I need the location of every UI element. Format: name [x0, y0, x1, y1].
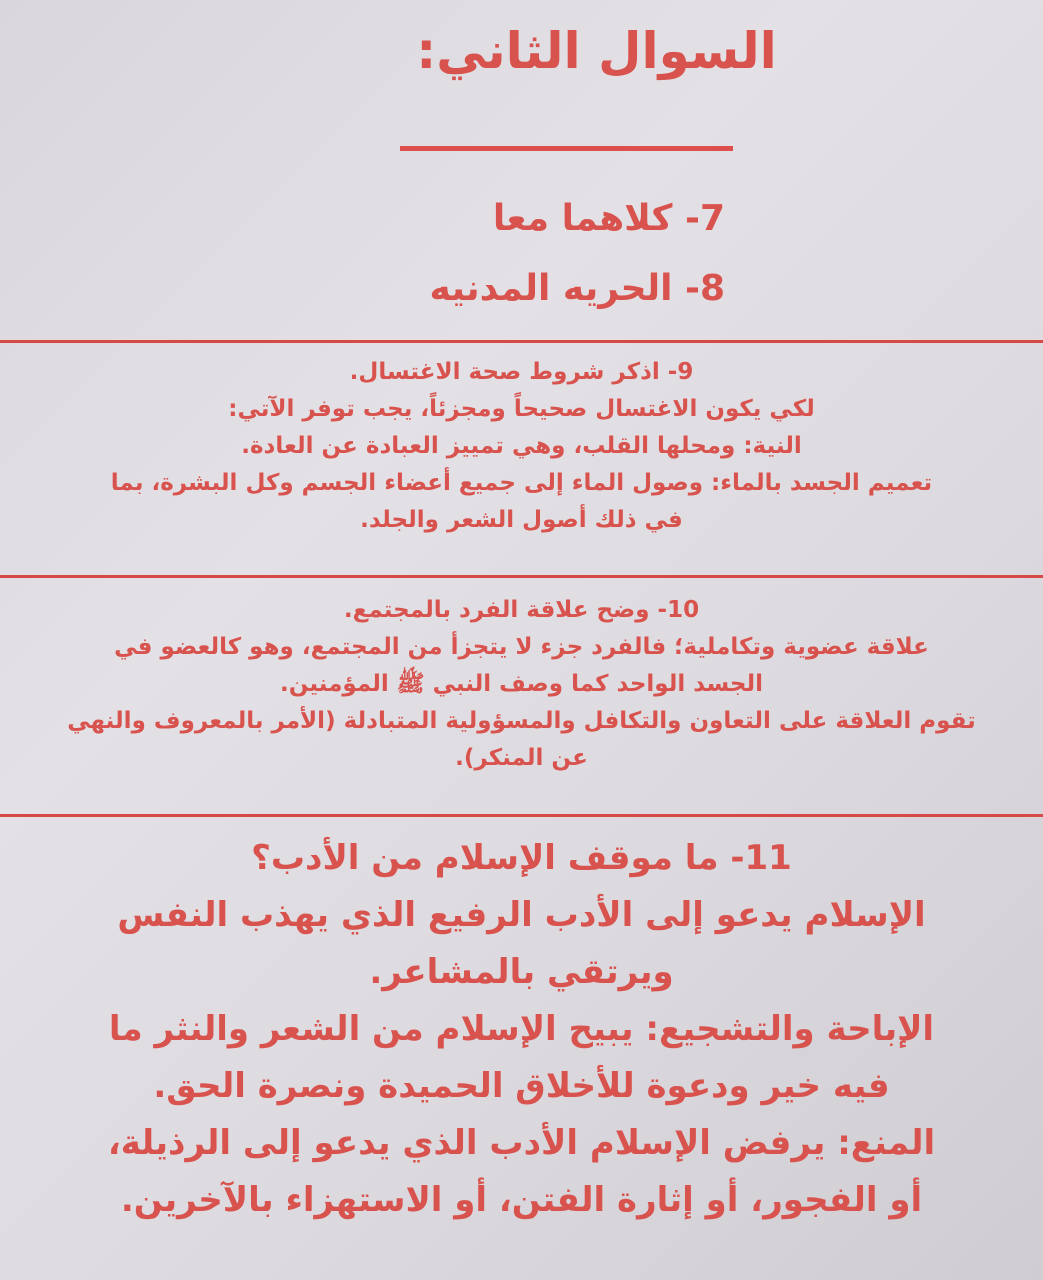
answer-line: ويرتقي بالمشاعر. [369, 952, 674, 992]
question-10-heading: 10- وضح علاقة الفرد بالمجتمع. [343, 597, 700, 623]
answer-line: النية: ومحلها القلب، وهي تمييز العبادة عن العادة. [241, 433, 802, 459]
answer-line: الجسد الواحد كما وصف النبي ﷺ المؤمنين. [279, 671, 764, 697]
answer-line: تقوم العلاقة على التعاون والتكافل والمسؤولية المتبادلة (الأمر بالمعروف والنهي [67, 708, 976, 734]
divider [0, 814, 1043, 817]
title-underline [400, 146, 733, 151]
answer-8: 8- الحريه المدنيه [429, 268, 725, 309]
page-title: السوال الثاني: [416, 22, 777, 80]
answer-line: في ذلك أصول الشعر والجلد. [360, 507, 683, 533]
question-11-block [20, 830, 1023, 1229]
answer-line: الإسلام يدعو إلى الأدب الرفيع الذي يهذب النفس [117, 895, 926, 935]
answer-line: الإباحة والتشجيع: يبيح الإسلام من الشعر والنثر ما [108, 1009, 935, 1049]
question-11-heading: 11- ما موقف الإسلام من الأدب؟ [251, 838, 792, 878]
answer-line: المنع: يرفض الإسلام الأدب الذي يدعو إلى الرذيلة، [107, 1123, 936, 1163]
answer-line: أو الفجور، أو إثارة الفتن، أو الاستهزاء بالآخرين. [120, 1180, 923, 1220]
answer-7: 7- كلاهما معا [492, 198, 725, 239]
question-9-heading: 9- اذكر شروط صحة الاغتسال. [349, 359, 694, 385]
answer-line: عن المنكر). [455, 745, 588, 771]
answer-line: لكي يكون الاغتسال صحيحاً ومجزئاً، يجب توفر الآتي: [228, 396, 815, 422]
answer-line: علاقة عضوية وتكاملية؛ فالفرد جزء لا يتجزأ من المجتمع، وهو كالعضو في [114, 634, 929, 660]
answer-line: فيه خير ودعوة للأخلاق الحميدة ونصرة الحق. [153, 1066, 890, 1106]
question-9-block [20, 354, 1023, 539]
divider [0, 340, 1043, 343]
answer-line: تعميم الجسد بالماء: وصول الماء إلى جميع أعضاء الجسم وكل البشرة، بما [110, 470, 933, 496]
divider [0, 575, 1043, 578]
question-10-block [20, 592, 1023, 777]
